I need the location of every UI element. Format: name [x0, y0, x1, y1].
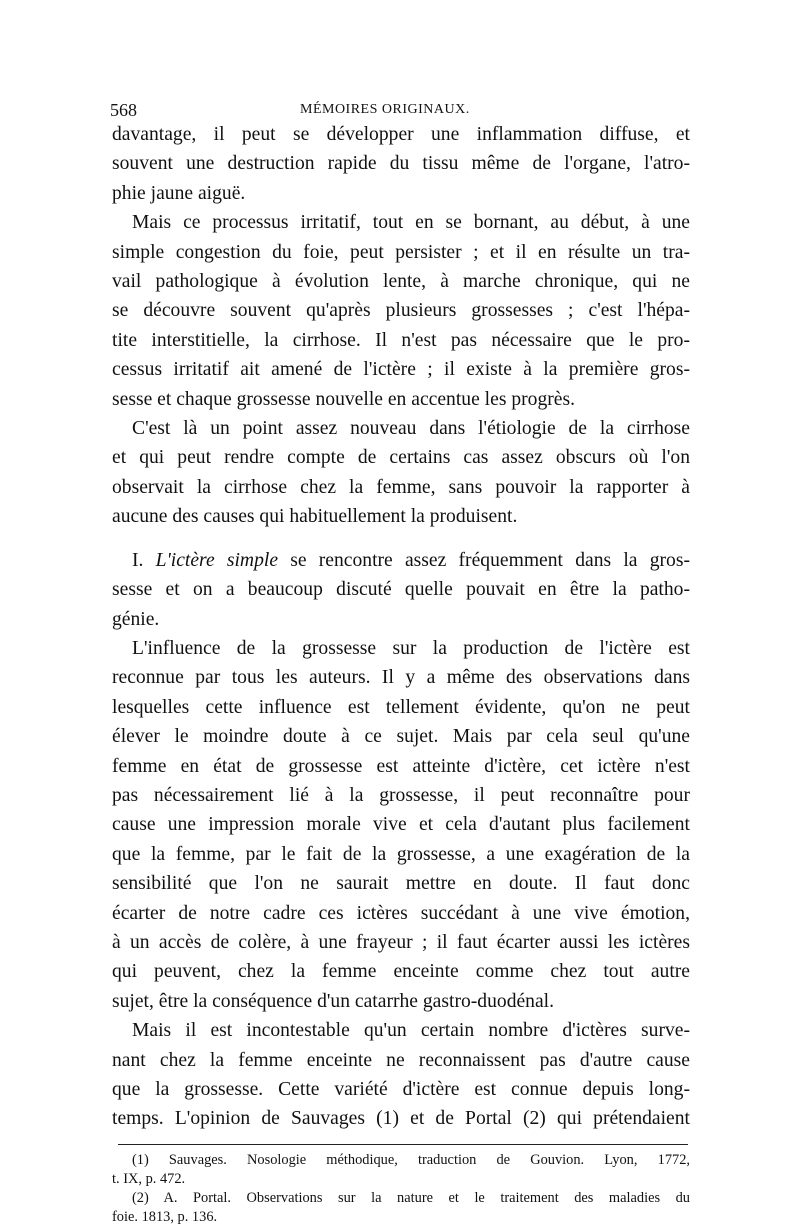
text-line: élever le moindre doute à ce sujet. Mais par cela seul qu'une — [112, 726, 690, 748]
text-line: C'est là un point assez nouveau dans l'étiologie de la cirrhose — [132, 418, 690, 440]
text-line — [112, 546, 690, 575]
text-line: vail pathologique à évolution lente, à marche chronique, qui ne — [112, 271, 690, 293]
running-title: MÉMOIRES ORIGINAUX. — [300, 102, 470, 117]
text-line: reconnue par tous les auteurs. Il y a même des observations dans — [112, 667, 690, 689]
text-line: que la grossesse. Cette variété d'ictère est connue depuis long- — [112, 1079, 690, 1100]
footnote — [112, 1151, 690, 1189]
text-line: simple congestion du foie, peut persister ; et il en résulte un tra- — [112, 241, 690, 263]
paragraph — [112, 1016, 690, 1134]
footnote-rule — [118, 1144, 688, 1145]
text-line: cessus irritatif ait amené de l'ictère ; il existe à la première gros- — [112, 359, 690, 381]
text-line: nant chez la femme enceinte ne reconnaissent pas d'autre cause — [112, 1049, 690, 1071]
text-line: sujet, être la conséquence d'un catarrhe gastro-duodénal. — [112, 990, 555, 1012]
text-line: pas nécessairement lié à la grossesse, il peut reconnaître pour — [112, 784, 690, 806]
text-line: Mais ce processus irritatif, tout en se bornant, au début, à une — [132, 212, 690, 234]
section-number: I. — [132, 549, 144, 571]
text-line: et qui peut rendre compte de certains cas assez obscurs où l'on — [112, 447, 690, 469]
text-line: tite interstitielle, la cirrhose. Il n'est pas nécessaire que le pro- — [112, 329, 690, 351]
section-title: L'ictère simple — [155, 549, 279, 571]
text-line: se découvre souvent qu'après plusieurs grossesses ; c'est l'hépa- — [112, 300, 690, 322]
text-line: qui peuvent, chez la femme enceinte comme chez tout autre — [112, 961, 690, 983]
section-spacer — [112, 532, 690, 546]
text-line: à un accès de colère, à une frayeur ; il faut écarter aussi les ictères — [112, 931, 690, 953]
page-number: 568 — [110, 100, 137, 120]
text-line: davantage, il peut se développer une inflammation diffuse, et — [112, 124, 690, 145]
paragraph — [112, 546, 690, 634]
text-line: temps. L'opinion de Sauvages (1) et de Portal (2) qui prétendaient — [112, 1108, 690, 1130]
text-line: femme en état de grossesse est atteinte d'ictère, cet ictère n'est — [112, 755, 690, 777]
paragraph — [112, 414, 690, 532]
page-header — [112, 86, 690, 120]
text-line: lesquelles cette influence est tellement évidente, qu'on ne peut — [112, 696, 690, 718]
text-line: L'influence de la grossesse sur la production de l'ictère est — [132, 637, 690, 659]
footnote-line: (1) Sauvages. Nosologie méthodique, traduction de Gouvion. Lyon, 1772, — [132, 1151, 690, 1168]
text-line: souvent une destruction rapide du tissu même de l'organe, l'atro- — [112, 153, 690, 175]
text-line: génie. — [112, 608, 160, 630]
text-fragment: se rencontre assez fréquemment dans la gros- — [278, 549, 690, 571]
body-text — [112, 120, 690, 1134]
text-line: sesse et chaque grossesse nouvelle en accentue les progrès. — [112, 388, 575, 410]
paragraph — [112, 120, 690, 208]
text-line: sesse et on a beaucoup discuté quelle pouvait en être la patho- — [112, 579, 690, 601]
footnote-line: foie. 1813, p. 136. — [112, 1208, 218, 1225]
text-line: écarter de notre cadre ces ictères succédant à une vive émotion, — [112, 902, 690, 924]
text-line: cause une impression morale vive et cela d'autant plus facilement — [112, 814, 690, 836]
book-page — [112, 86, 690, 1227]
text-line: Mais il est incontestable qu'un certain nombre d'ictères surve- — [132, 1020, 690, 1042]
text-line: sensibilité que l'on ne saurait mettre en doute. Il faut donc — [112, 873, 690, 895]
footnote-line: t. IX, p. 472. — [112, 1170, 186, 1187]
paragraph — [112, 634, 690, 1016]
footnotes — [112, 1151, 690, 1227]
text-line: observait la cirrhose chez la femme, sans pouvoir la rapporter à — [112, 476, 690, 498]
footnote-line: (2) A. Portal. Observations sur la nature et le traitement des maladies du — [132, 1189, 690, 1206]
text-line: que la femme, par le fait de la grossesse, a une exagération de la — [112, 843, 690, 865]
paragraph — [112, 208, 690, 414]
text-line: phie jaune aiguë. — [112, 182, 246, 204]
text-line: aucune des causes qui habituellement la produisent. — [112, 506, 518, 528]
footnote — [112, 1189, 690, 1227]
